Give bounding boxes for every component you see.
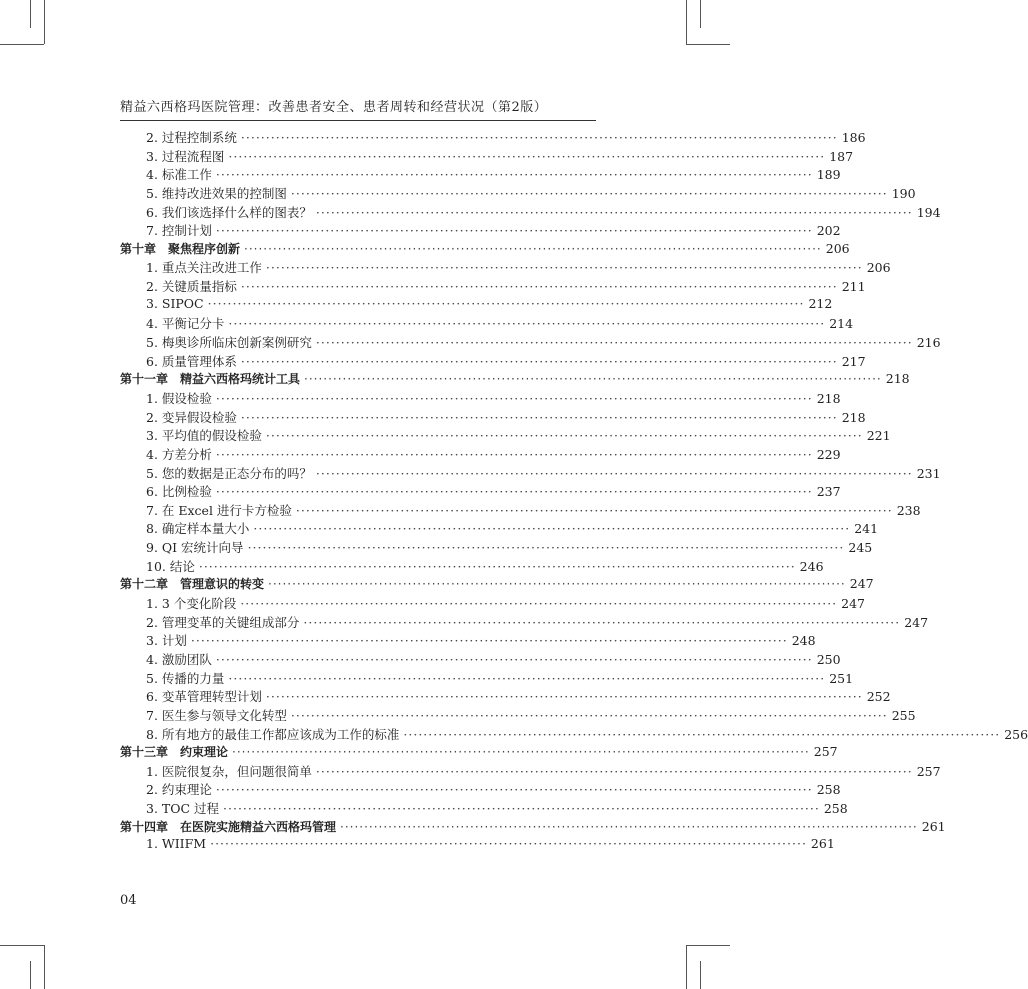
toc-leader-dots: [228, 149, 825, 164]
toc-entry-page: 206: [825, 240, 850, 256]
toc-section-entry[interactable]: [120, 258, 891, 277]
toc-chapter-entry[interactable]: [120, 240, 850, 259]
toc-entry-title: 8. 确定样本量大小: [146, 521, 250, 537]
toc-section-entry[interactable]: [120, 221, 841, 240]
toc-entry-page: 237: [816, 484, 841, 500]
toc-entry-title: 3. 过程流程图: [146, 148, 225, 164]
toc-entry-title: 1. 医院很复杂，但问题很简单: [146, 763, 312, 779]
toc-entry-title: 4. 标准工作: [146, 167, 212, 183]
toc-section-entry[interactable]: [120, 165, 841, 184]
toc-chapter-entry[interactable]: [120, 743, 838, 762]
toc-entry-page: 217: [841, 353, 866, 369]
toc-entry-title: 第十四章 在医院实施精益六西格玛管理: [120, 819, 337, 834]
toc-section-entry[interactable]: [120, 687, 891, 706]
toc-leader-dots: [316, 205, 913, 220]
toc-entry-title: 第十二章 管理意识的转变: [120, 577, 265, 592]
toc-entry-title: 3. SIPOC: [146, 295, 204, 311]
toc-leader-dots: [241, 410, 838, 425]
toc-leader-dots: [244, 242, 822, 256]
toc-section-entry[interactable]: [120, 464, 941, 483]
toc-entry-page: 189: [816, 167, 841, 183]
toc-section-entry[interactable]: [120, 445, 841, 464]
toc-leader-dots: [316, 466, 913, 481]
toc-entry-title: 8. 所有地方的最佳工作都应该成为工作的标准: [146, 726, 400, 742]
toc-leader-dots: [216, 652, 813, 667]
toc-leader-dots: [216, 167, 813, 182]
crop-mark-top-left-h: [0, 44, 44, 45]
toc-entry-title: 6. 比例检验: [146, 484, 212, 500]
toc-leader-dots: [216, 782, 813, 797]
crop-mark-top-left-v: [44, 0, 45, 44]
toc-leader-dots: [248, 540, 845, 555]
toc-entry-page: 252: [866, 689, 891, 705]
toc-entry-page: 246: [799, 558, 824, 574]
toc-entry-page: 206: [866, 260, 891, 276]
toc-entry-page: 231: [916, 465, 941, 481]
toc-entry-title: 9. QI 宏统计向导: [146, 540, 244, 556]
toc-section-entry[interactable]: [120, 631, 816, 650]
header-rule: [120, 120, 596, 121]
toc-section-entry[interactable]: [120, 314, 854, 333]
toc-entry-title: 1. 重点关注改进工作: [146, 260, 262, 276]
toc-leader-dots: [266, 260, 863, 275]
toc-section-entry[interactable]: [120, 780, 841, 799]
toc-entry-title: 2. 关键质量指标: [146, 279, 237, 295]
toc-leader-dots: [191, 633, 788, 648]
toc-section-entry[interactable]: [120, 128, 866, 147]
toc-entry-page: 258: [816, 782, 841, 798]
toc-entry-page: 229: [816, 446, 841, 462]
toc-leader-dots: [304, 372, 882, 386]
page-number: 04: [120, 893, 137, 908]
toc-leader-dots: [266, 689, 863, 704]
toc-section-entry[interactable]: [120, 333, 941, 352]
toc-entry-page: 190: [891, 185, 916, 201]
toc-entry-page: 257: [916, 763, 941, 779]
toc-entry-title: 6. 我们该选择什么样的图表？: [146, 204, 312, 220]
toc-section-entry[interactable]: [120, 295, 833, 315]
toc-section-entry[interactable]: [120, 762, 941, 781]
toc-leader-dots: [266, 428, 863, 443]
toc-leader-dots: [216, 447, 813, 462]
toc-leader-dots: [316, 764, 913, 779]
toc-chapter-entry[interactable]: [120, 575, 874, 594]
toc-leader-dots: [199, 559, 796, 574]
toc-section-entry[interactable]: [120, 277, 866, 296]
crop-mark-bottom-left-v2: [30, 961, 31, 989]
toc-leader-dots: [340, 820, 918, 834]
toc-entry-title: 2. 管理变革的关键组成部分: [146, 614, 300, 630]
toc-entry-title: 6. 变革管理转型计划: [146, 689, 262, 705]
toc-section-entry[interactable]: [120, 203, 941, 222]
toc-entry-title: 3. 平均值的假设检验: [146, 428, 262, 444]
toc-leader-dots: [228, 316, 825, 331]
table-of-contents: [120, 128, 1028, 855]
toc-entry-page: 248: [791, 633, 816, 649]
toc-section-entry[interactable]: [120, 613, 929, 632]
toc-entry-title: 5. 梅奥诊所临床创新案例研究: [146, 335, 312, 351]
toc-entry-page: 247: [904, 614, 929, 630]
toc-section-entry[interactable]: [120, 538, 873, 557]
toc-chapter-entry[interactable]: [120, 818, 946, 837]
toc-leader-dots: [216, 223, 813, 238]
toc-entry-title: 7. 医生参与领导文化转型: [146, 707, 287, 723]
toc-entry-page: 218: [885, 371, 910, 387]
toc-section-entry[interactable]: [120, 799, 848, 818]
crop-mark-bottom-right-h: [686, 945, 730, 946]
toc-section-entry[interactable]: [120, 725, 1028, 744]
toc-entry-page: 218: [841, 409, 866, 425]
toc-section-entry[interactable]: [120, 184, 916, 203]
toc-entry-page: 251: [829, 670, 854, 686]
toc-section-entry[interactable]: [120, 557, 824, 576]
toc-section-entry[interactable]: [120, 706, 916, 725]
toc-entry-page: 247: [841, 596, 865, 612]
toc-entry-page: 261: [921, 818, 946, 834]
toc-entry-page: 216: [916, 335, 941, 351]
toc-leader-dots: [210, 836, 807, 851]
toc-entry-title: 4. 激励团队: [146, 651, 212, 667]
toc-leader-dots: [268, 577, 846, 591]
crop-mark-top-right-v2: [700, 0, 701, 28]
toc-entry-title: 3. TOC 过程: [146, 801, 220, 817]
toc-section-entry[interactable]: [120, 669, 854, 688]
toc-leader-dots: [241, 354, 838, 369]
toc-entry-page: 218: [816, 390, 841, 406]
toc-leader-dots: [291, 186, 888, 201]
toc-entry-title: 第十一章 精益六西格玛统计工具: [120, 372, 301, 387]
toc-leader-dots: [241, 279, 838, 294]
toc-entry-title: 7. 控制计划: [146, 223, 212, 239]
toc-chapter-entry[interactable]: [120, 370, 910, 389]
crop-mark-top-right-h: [686, 44, 730, 45]
toc-section-entry[interactable]: [120, 650, 841, 669]
toc-leader-dots: [253, 521, 850, 536]
toc-leader-dots: [208, 296, 805, 311]
toc-entry-page: 256: [1004, 726, 1028, 742]
crop-mark-top-right-v: [686, 0, 687, 44]
toc-entry-page: 212: [808, 295, 833, 311]
toc-section-entry[interactable]: [120, 519, 879, 538]
crop-mark-bottom-left-v: [44, 945, 45, 989]
toc-entry-page: 186: [841, 130, 866, 145]
toc-entry-title: 1. 假设检验: [146, 390, 212, 406]
toc-entry-title: 1. 3 个变化阶段: [146, 596, 237, 612]
toc-entry-title: 1. WIIFM: [146, 836, 207, 852]
toc-entry-title: 2. 过程控制系统: [146, 130, 237, 145]
toc-section-entry[interactable]: [120, 501, 921, 520]
toc-leader-dots: [216, 391, 813, 406]
toc-entry-page: 261: [810, 836, 835, 852]
toc-entry-title: 第十章 聚焦程序创新: [120, 241, 241, 256]
toc-leader-dots: [403, 727, 1000, 742]
crop-mark-bottom-right-v: [686, 945, 687, 989]
toc-entry-title: 5. 传播的力量: [146, 670, 225, 686]
toc-section-entry[interactable]: [120, 836, 835, 855]
toc-leader-dots: [241, 130, 838, 145]
toc-entry-title: 2. 约束理论: [146, 782, 212, 798]
toc-entry-page: 258: [823, 801, 848, 817]
toc-entry-page: 187: [829, 148, 854, 164]
toc-entry-title: 3. 计划: [146, 633, 187, 649]
toc-entry-page: 221: [866, 428, 891, 444]
toc-entry-page: 241: [854, 521, 879, 537]
toc-entry-title: 5. 您的数据是正态分布的吗？: [146, 465, 312, 481]
toc-entry-title: 5. 维持改进效果的控制图: [146, 185, 287, 201]
toc-leader-dots: [296, 503, 893, 518]
toc-entry-page: 214: [829, 316, 854, 332]
toc-entry-title: 2. 变异假设检验: [146, 409, 237, 425]
toc-section-entry[interactable]: [120, 426, 891, 445]
toc-entry-page: 194: [916, 204, 941, 220]
toc-entry-title: 4. 平衡记分卡: [146, 316, 225, 332]
toc-leader-dots: [232, 745, 810, 759]
toc-leader-dots: [316, 335, 913, 350]
toc-entry-title: 7. 在 Excel 进行卡方检验: [146, 502, 292, 518]
toc-entry-title: 4. 方差分析: [146, 446, 212, 462]
toc-section-entry[interactable]: [120, 482, 841, 501]
toc-section-entry[interactable]: [120, 408, 866, 427]
toc-entry-page: 245: [848, 540, 873, 556]
crop-mark-bottom-left-h: [0, 945, 44, 946]
running-header: 精益六西格玛医院管理：改善患者安全、患者周转和经营状况（第2版）: [120, 100, 548, 115]
toc-entry-title: 6. 质量管理体系: [146, 353, 237, 369]
toc-entry-page: 247: [849, 576, 874, 592]
crop-mark-bottom-right-v2: [700, 961, 701, 989]
toc-entry-page: 238: [896, 502, 921, 518]
toc-section-entry[interactable]: [120, 389, 841, 408]
toc-entry-page: 211: [841, 279, 866, 295]
toc-entry-page: 257: [813, 744, 838, 760]
toc-leader-dots: [240, 596, 837, 611]
toc-leader-dots: [303, 615, 900, 630]
toc-entry-page: 202: [816, 223, 841, 239]
crop-mark-top-left-v2: [30, 0, 31, 28]
toc-entry-title: 第十三章 约束理论: [120, 745, 229, 760]
toc-leader-dots: [223, 801, 820, 816]
toc-entry-page: 250: [816, 651, 841, 667]
toc-entry-title: 10. 结论: [146, 558, 195, 574]
toc-section-entry[interactable]: [120, 594, 865, 613]
toc-leader-dots: [216, 484, 813, 499]
toc-section-entry[interactable]: [120, 147, 854, 166]
toc-section-entry[interactable]: [120, 352, 866, 371]
toc-leader-dots: [291, 708, 888, 723]
toc-entry-page: 255: [891, 707, 916, 723]
toc-leader-dots: [228, 671, 825, 686]
